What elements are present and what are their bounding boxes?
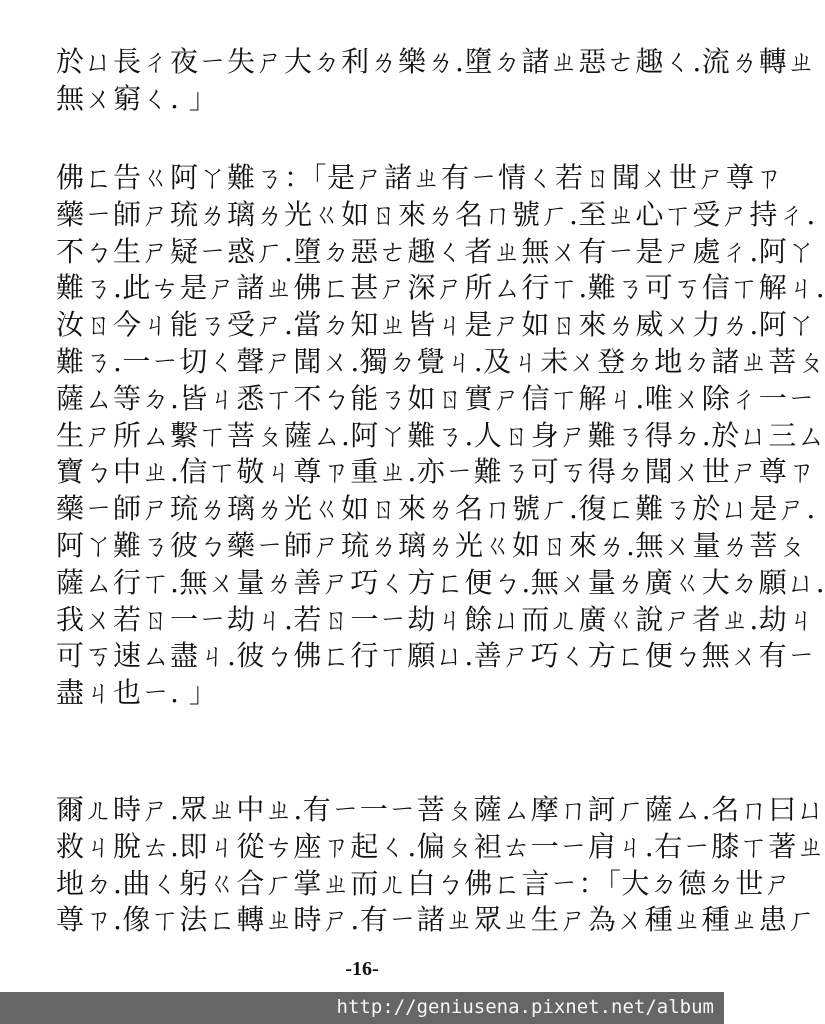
text-line: 薩ㄙ等ㄉ.皆ㄐ悉ㄒ不ㄅ能ㄋ如ㄖ實ㄕ信ㄒ解ㄐ.唯ㄨ除ㄔ一ㄧ	[56, 381, 816, 415]
text-line: 地ㄉ.曲ㄑ躬ㄍ合ㄏ掌ㄓ而ㄦ白ㄅ佛ㄈ言ㄧ：「大ㄉ德ㄉ世ㄕ	[56, 866, 793, 900]
watermark-footer-bar	[0, 992, 724, 1024]
paragraph-2	[56, 160, 825, 712]
text-line: 阿ㄚ難ㄋ彼ㄅ藥ㄧ師ㄕ琉ㄌ璃ㄌ光ㄍ如ㄖ來ㄌ.無ㄨ量ㄌ菩ㄆ	[56, 528, 807, 562]
text-line: 寶ㄅ中ㄓ.信ㄒ敬ㄐ尊ㄗ重ㄓ.亦ㄧ難ㄋ可ㄎ得ㄉ聞ㄨ世ㄕ尊ㄗ	[56, 455, 816, 489]
text-line: 生ㄕ所ㄙ繫ㄒ菩ㄆ薩ㄙ.阿ㄚ難ㄋ.人ㄖ身ㄕ難ㄋ得ㄉ.於ㄩ三ㄙ	[56, 418, 825, 452]
text-line: 盡ㄐ也ㄧ. 」	[56, 676, 218, 710]
text-line: 我ㄨ若ㄖ一ㄧ劫ㄐ.若ㄖ一ㄧ劫ㄐ餘ㄩ而ㄦ廣ㄍ說ㄕ者ㄓ.劫ㄐ	[56, 602, 816, 636]
text-line: 佛ㄈ告ㄍ阿ㄚ難ㄋ：「是ㄕ諸ㄓ有ㄧ情ㄑ若ㄖ聞ㄨ世ㄕ尊ㄗ	[56, 161, 784, 194]
paragraph-1	[56, 44, 816, 118]
text-line: 可ㄎ速ㄙ盡ㄐ.彼ㄅ佛ㄈ行ㄒ願ㄩ.善ㄕ巧ㄑ方ㄈ便ㄅ無ㄨ有ㄧ	[56, 639, 816, 673]
text-line: 爾ㄦ時ㄕ.眾ㄓ中ㄓ.有ㄧ一ㄧ菩ㄆ薩ㄙ摩ㄇ訶ㄏ薩ㄙ.名ㄇ曰ㄩ	[56, 793, 825, 826]
text-line: 無ㄨ窮ㄑ. 」	[56, 81, 218, 115]
text-line: 難ㄋ.一ㄧ切ㄑ聲ㄕ聞ㄨ.獨ㄉ覺ㄐ.及ㄐ未ㄨ登ㄉ地ㄉ諸ㄓ菩ㄆ	[56, 344, 825, 378]
text-line: 藥ㄧ師ㄕ琉ㄌ璃ㄌ光ㄍ如ㄖ來ㄌ名ㄇ號ㄏ.復ㄈ難ㄋ於ㄩ是ㄕ.	[56, 492, 816, 526]
text-line: 汝ㄖ今ㄐ能ㄋ受ㄕ.當ㄉ知ㄓ皆ㄐ是ㄕ如ㄖ來ㄌ威ㄨ力ㄌ.阿ㄚ	[56, 308, 816, 342]
album-url-link[interactable]: http://geniusena.pixnet.net/album	[336, 996, 714, 1018]
page-number: -16-	[345, 958, 379, 980]
text-line: 薩ㄙ行ㄒ.無ㄨ量ㄌ善ㄕ巧ㄑ方ㄈ便ㄅ.無ㄨ量ㄌ廣ㄍ大ㄉ願ㄩ.	[56, 565, 825, 599]
text-line: 難ㄋ.此ㄘ是ㄕ諸ㄓ佛ㄈ甚ㄕ深ㄕ所ㄙ行ㄒ.難ㄋ可ㄎ信ㄒ解ㄐ.	[56, 271, 825, 305]
text-line: 尊ㄗ.像ㄒ法ㄈ轉ㄓ時ㄕ.有ㄧ諸ㄓ眾ㄓ生ㄕ為ㄨ種ㄓ種ㄓ患ㄏ	[56, 903, 816, 937]
text-line: 不ㄅ生ㄕ疑ㄧ惑ㄏ.墮ㄉ惡ㄜ趣ㄑ者ㄓ無ㄨ有ㄧ是ㄕ處ㄔ.阿ㄚ	[56, 234, 816, 268]
text-line: 藥ㄧ師ㄕ琉ㄌ璃ㄌ光ㄍ如ㄖ來ㄌ名ㄇ號ㄏ.至ㄓ心ㄒ受ㄕ持ㄔ.	[56, 197, 816, 231]
paragraph-3	[56, 792, 825, 939]
text-line: 救ㄐ脫ㄊ.即ㄐ從ㄘ座ㄗ起ㄑ.偏ㄆ袒ㄊ一ㄧ肩ㄐ.右ㄧ膝ㄒ著ㄓ	[56, 829, 825, 863]
text-line: 於ㄩ長ㄔ夜ㄧ失ㄕ大ㄉ利ㄌ樂ㄌ.墮ㄉ諸ㄓ惡ㄜ趣ㄑ.流ㄌ轉ㄓ	[56, 45, 816, 78]
